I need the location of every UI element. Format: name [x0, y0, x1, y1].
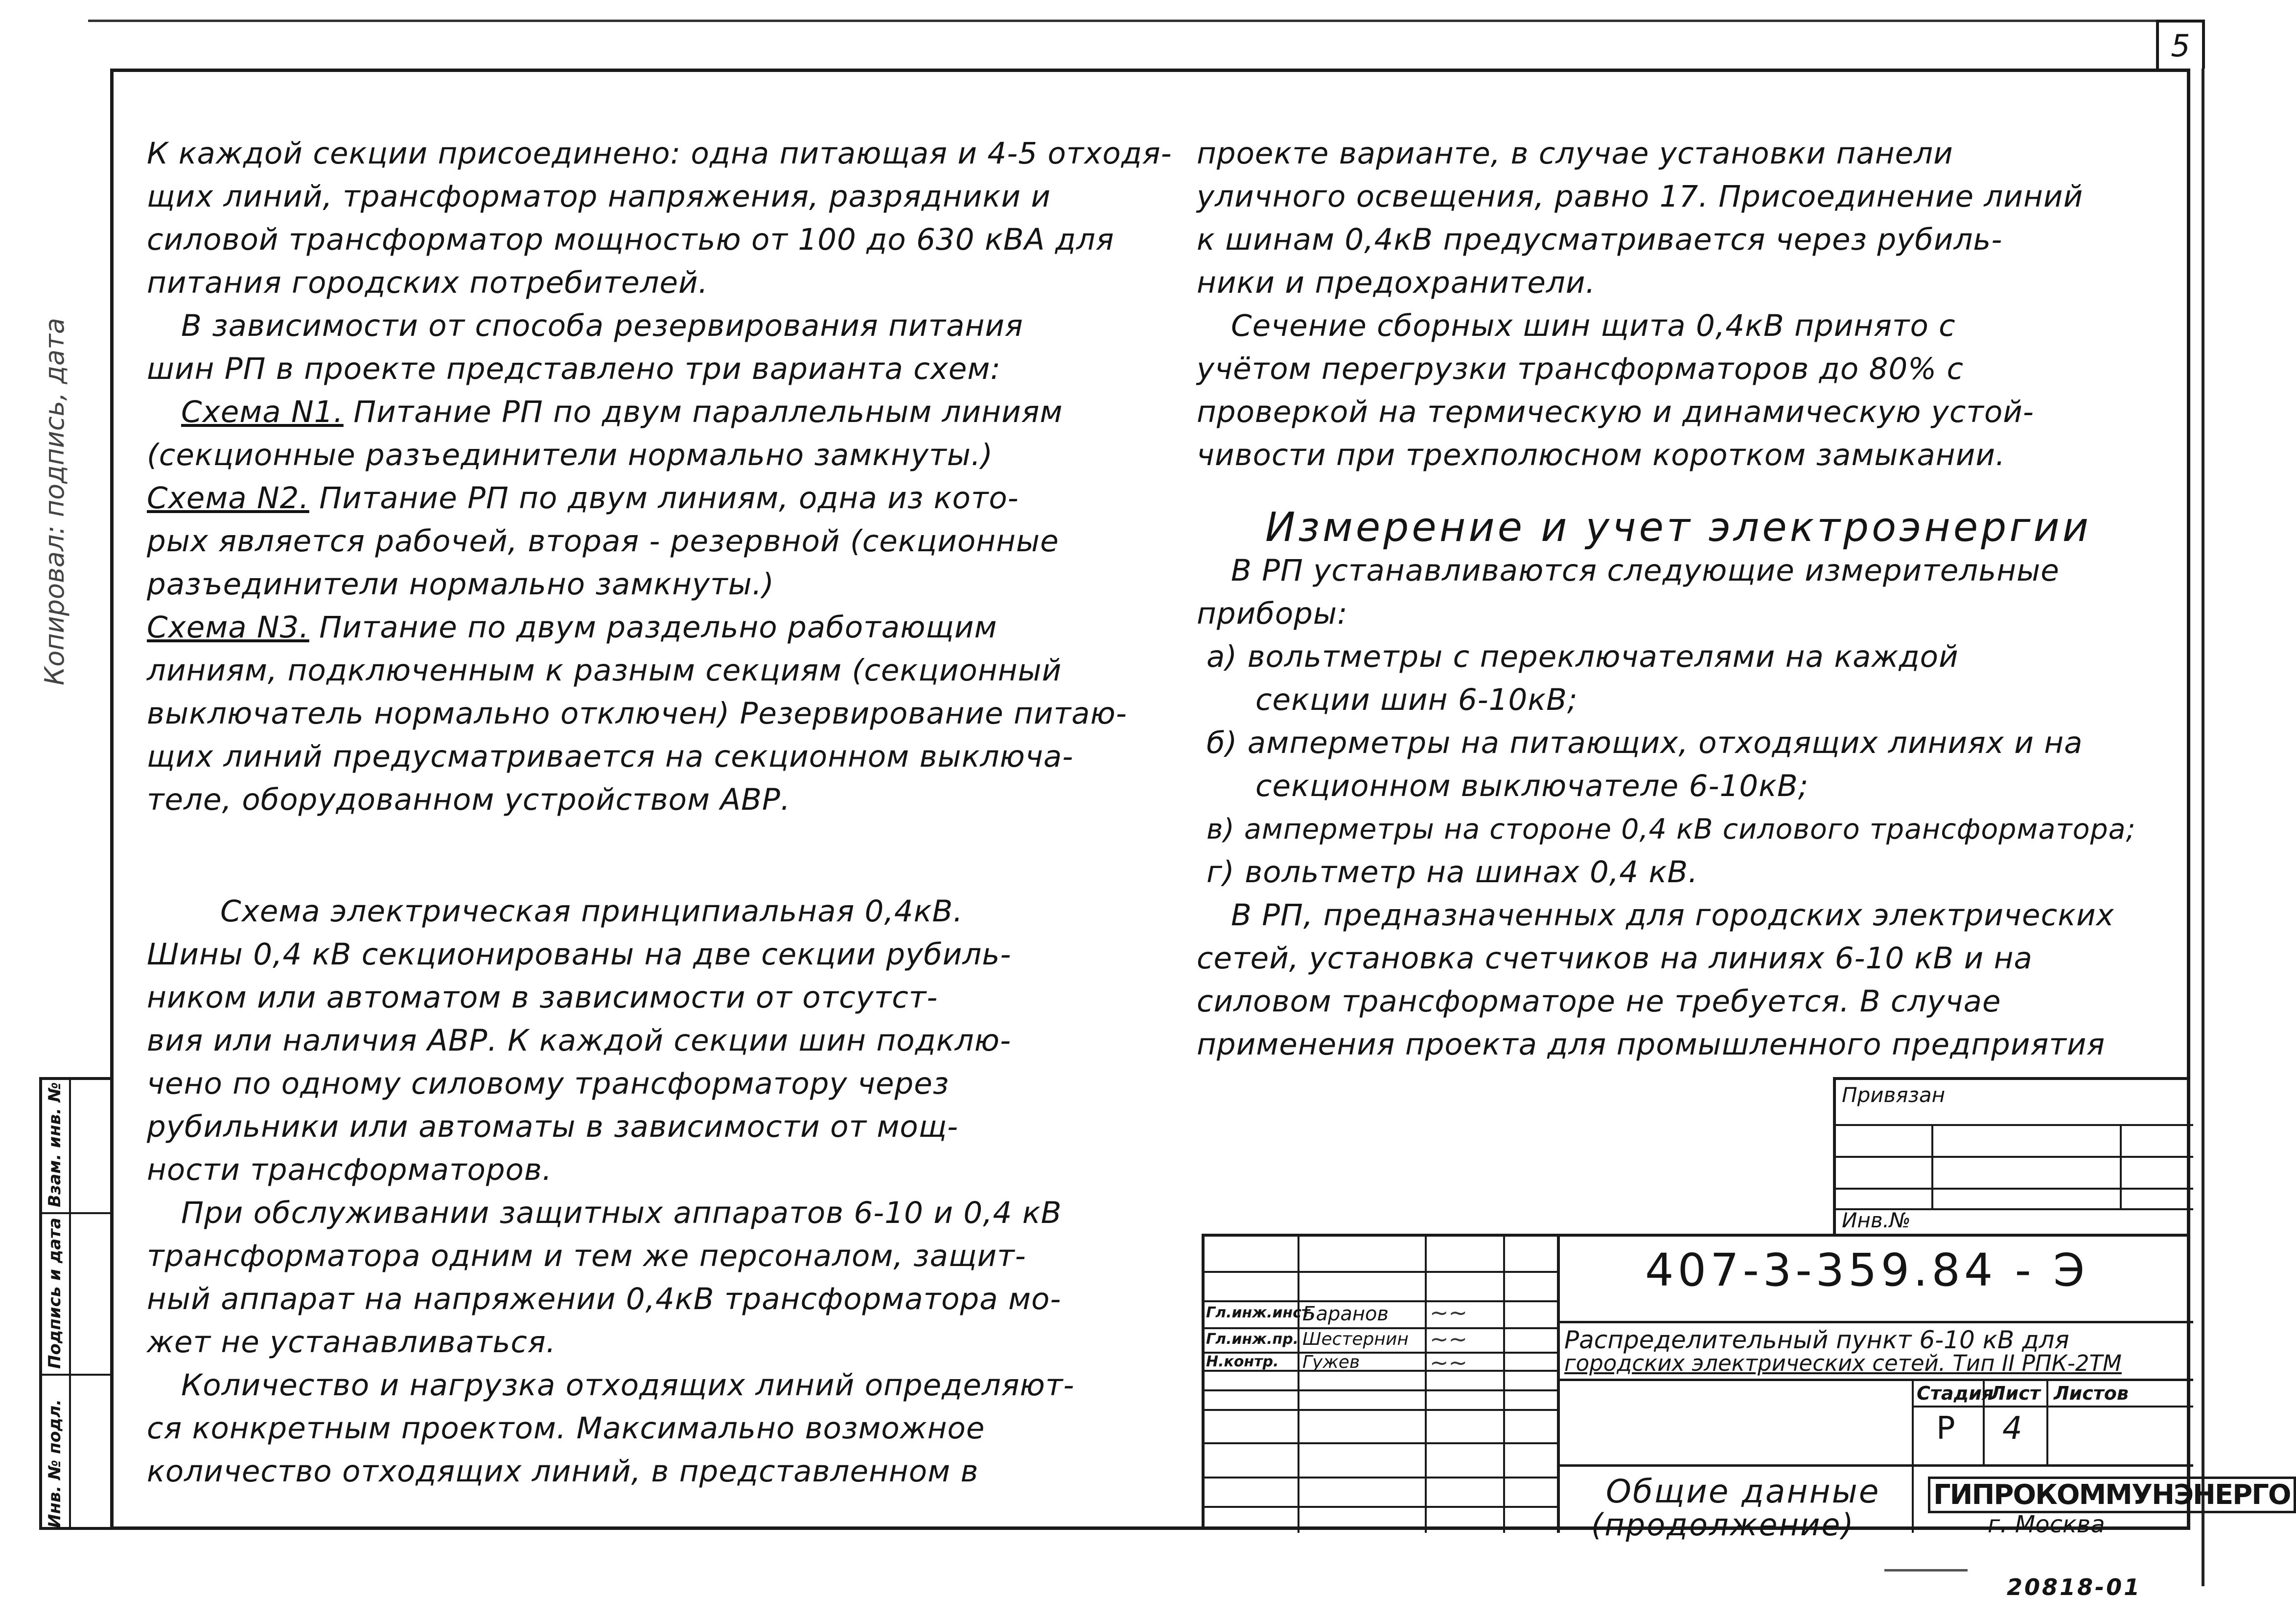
person-name: Гужев	[1302, 1352, 1360, 1372]
signature-mark: ~~	[1430, 1349, 1468, 1376]
text-line: к шинам 0,4кВ предусматривается через рубиль-	[1197, 222, 2003, 257]
text-line: ности трансформаторов.	[147, 1152, 553, 1187]
person-name: Баранов	[1302, 1303, 1389, 1325]
list-item-continuation: секционном выключателе 6-10кВ;	[1255, 769, 1809, 803]
project-title-line: городских электрических сетей. Тип II РПК-2ТМ	[1564, 1350, 2122, 1376]
archive-code: 20818-01	[2007, 1574, 2142, 1600]
text-line: ником или автоматом в зависимости от отсутст-	[147, 980, 938, 1015]
title-block	[1202, 1234, 2291, 1543]
list-item: б) амперметры на питающих, отходящих линиях и на	[1206, 726, 2083, 760]
text-line: щих линий, трансформатор напряжения, разрядники и	[147, 179, 1051, 214]
left-stamp-divider	[69, 1080, 71, 1527]
top-border-line	[88, 20, 2156, 22]
section-heading: Измерение и учет электроэнергии	[1265, 504, 2091, 551]
signature-mark: ~~	[1430, 1326, 1468, 1352]
scheme-3-line	[147, 606, 1145, 649]
inv-orig-label: Инв. № подл.	[45, 1399, 65, 1528]
text-line: В РП, предназначенных для городских электрических	[1231, 898, 2114, 933]
text-line: Сечение сборных шин щита 0,4кВ принято с	[1231, 308, 1956, 343]
right-border-line	[2202, 69, 2204, 1586]
text-line: чено по одному силовому трансформатору через	[147, 1066, 950, 1101]
stage-label: Стадия	[1917, 1383, 1994, 1404]
sign-date-label: Подпись и дата	[45, 1218, 65, 1369]
person-name: Шестернин	[1302, 1329, 1409, 1349]
role-label: Гл.инж.инст.	[1206, 1304, 1316, 1321]
left-text-column	[147, 132, 1172, 1493]
role-label: Н.контр.	[1206, 1353, 1279, 1370]
project-title-line: Распределительный пункт 6-10 кВ для	[1564, 1326, 2069, 1354]
list-item: а) вольтметры с переключателями на каждой	[1206, 639, 1959, 674]
text-line: ный аппарат на напряжении 0,4кВ трансформатора мо-	[147, 1282, 1062, 1316]
text-line: щих линий предусматривается на секционном выключа-	[147, 739, 1074, 774]
text-line: силовой трансформатор мощностью от 100 до 630 кВА для	[147, 222, 1114, 257]
text-line: проверкой на термическую и динамическую устой-	[1197, 395, 2034, 429]
text-line: жет не устанавливаться.	[147, 1325, 557, 1360]
sheet-number: 5	[2171, 27, 2190, 64]
text-line: чивости при трехполюсном коротком замыкании.	[1197, 438, 2006, 472]
scan-mark	[1884, 1569, 1968, 1572]
margin-note: Копировал: подпись, дата	[39, 318, 70, 685]
scheme-3-label: Схема N3.	[147, 610, 309, 645]
text-line: линиям, подключенным к разным секциям (секционный	[147, 653, 1062, 688]
text-line: силовом трансформаторе не требуется. В случае	[1197, 984, 2001, 1019]
text-line: (секционные разъединители нормально замкнуты.)	[147, 438, 994, 472]
sheet-label: Лист	[1990, 1383, 2041, 1404]
sheet-title: Общие данные	[1606, 1473, 1880, 1510]
text-line: выключатель нормально отключен) Резервирование питаю-	[147, 696, 1127, 731]
sheet-value: 4	[2002, 1410, 2022, 1447]
scheme-1-label: Схема N1.	[181, 395, 344, 429]
text-line: Схема электрическая принципиальная 0,4кВ.	[220, 894, 963, 929]
scheme-3-text: Питание по двум раздельно работающим	[309, 610, 997, 645]
left-stamp	[39, 1077, 110, 1530]
left-stamp-divider	[42, 1374, 110, 1376]
privyazan-label: Привязан	[1842, 1083, 1946, 1107]
text-line: уличного освещения, равно 17. Присоединение линий	[1197, 179, 2084, 214]
text-line: приборы:	[1197, 596, 1348, 631]
text-line: ся конкретным проектом. Максимально возможное	[147, 1411, 985, 1446]
text-line: Шины 0,4 кВ секционированы на две секции рубиль-	[147, 937, 1012, 972]
text-line: теле, оборудованном устройством АВР.	[147, 782, 791, 817]
text-line: сетей, установка счетчиков на линиях 6-10 кВ и на	[1197, 941, 2033, 976]
sheet-title: (продолжение)	[1591, 1507, 1855, 1543]
scheme-2-label: Схема N2.	[147, 481, 309, 516]
text-line: В зависимости от способа резервирования питания	[181, 308, 1023, 343]
text-line: ники и предохранители.	[1197, 265, 1596, 300]
organization-city: г. Москва	[1988, 1511, 2105, 1538]
scheme-1-text: Питание РП по двум параллельным линиям	[343, 395, 1063, 429]
text-line: трансформатора одним и тем же персоналом, защит-	[147, 1239, 1026, 1273]
text-line: учётом перегрузки трансформаторов до 80% с	[1197, 352, 1964, 386]
right-text-column	[1197, 132, 2180, 1066]
left-stamp-divider	[42, 1212, 110, 1214]
text-line: разъединители нормально замкнуты.)	[147, 567, 774, 602]
list-item: г) вольтметр на шинах 0,4 кВ.	[1206, 855, 1698, 890]
stage-value: Р	[1936, 1410, 1955, 1447]
sheets-label: Листов	[2054, 1383, 2129, 1404]
signature-mark: ~~	[1430, 1299, 1468, 1326]
reference-block	[1833, 1077, 2190, 1234]
text-line: При обслуживании защитных аппаратов 6-10 и 0,4 кВ	[181, 1196, 1062, 1230]
text-line: К каждой секции присоединено: одна питающая и 4-5 отходя-	[147, 136, 1172, 171]
text-line: рых является рабочей, вторая - резервной (секционные	[147, 524, 1059, 559]
list-item: в) амперметры на стороне 0,4 кВ силового трансформатора;	[1206, 813, 2136, 845]
scheme-1-line	[147, 391, 1145, 434]
text-line: В РП устанавливаются следующие измерительные	[1231, 553, 2060, 588]
text-line: количество отходящих линий, в представленном в	[147, 1454, 979, 1489]
text-line: шин РП в проекте представлено три варианта схем:	[147, 352, 1001, 386]
text-line: применения проекта для промышленного предприятия	[1197, 1027, 2106, 1062]
list-item-continuation: секции шин 6-10кВ;	[1255, 682, 1578, 717]
text-line: питания городских потребителей.	[147, 265, 709, 300]
replaced-inv-label: Взам. инв. №	[45, 1082, 65, 1207]
text-line: рубильники или автоматы в зависимости от мощ-	[147, 1109, 959, 1144]
inv-no-label: Инв.№	[1842, 1208, 1911, 1232]
text-line: вия или наличия АВР. К каждой секции шин подклю-	[147, 1023, 1011, 1058]
role-label: Гл.инж.пр.	[1206, 1331, 1299, 1348]
text-line: проекте варианте, в случае установки панели	[1197, 136, 1953, 171]
document-code: 407-3-359.84 - Э	[1645, 1244, 2089, 1296]
organization-name: ГИПРОКОММУНЭНЕРГО	[1928, 1477, 2296, 1513]
scheme-2-text: Питание РП по двум линиям, одна из кото-	[309, 481, 1019, 516]
text-line: Количество и нагрузка отходящих линий определяют-	[181, 1368, 1075, 1403]
scheme-2-line	[147, 477, 1145, 520]
sheet-number-box	[2156, 20, 2205, 69]
